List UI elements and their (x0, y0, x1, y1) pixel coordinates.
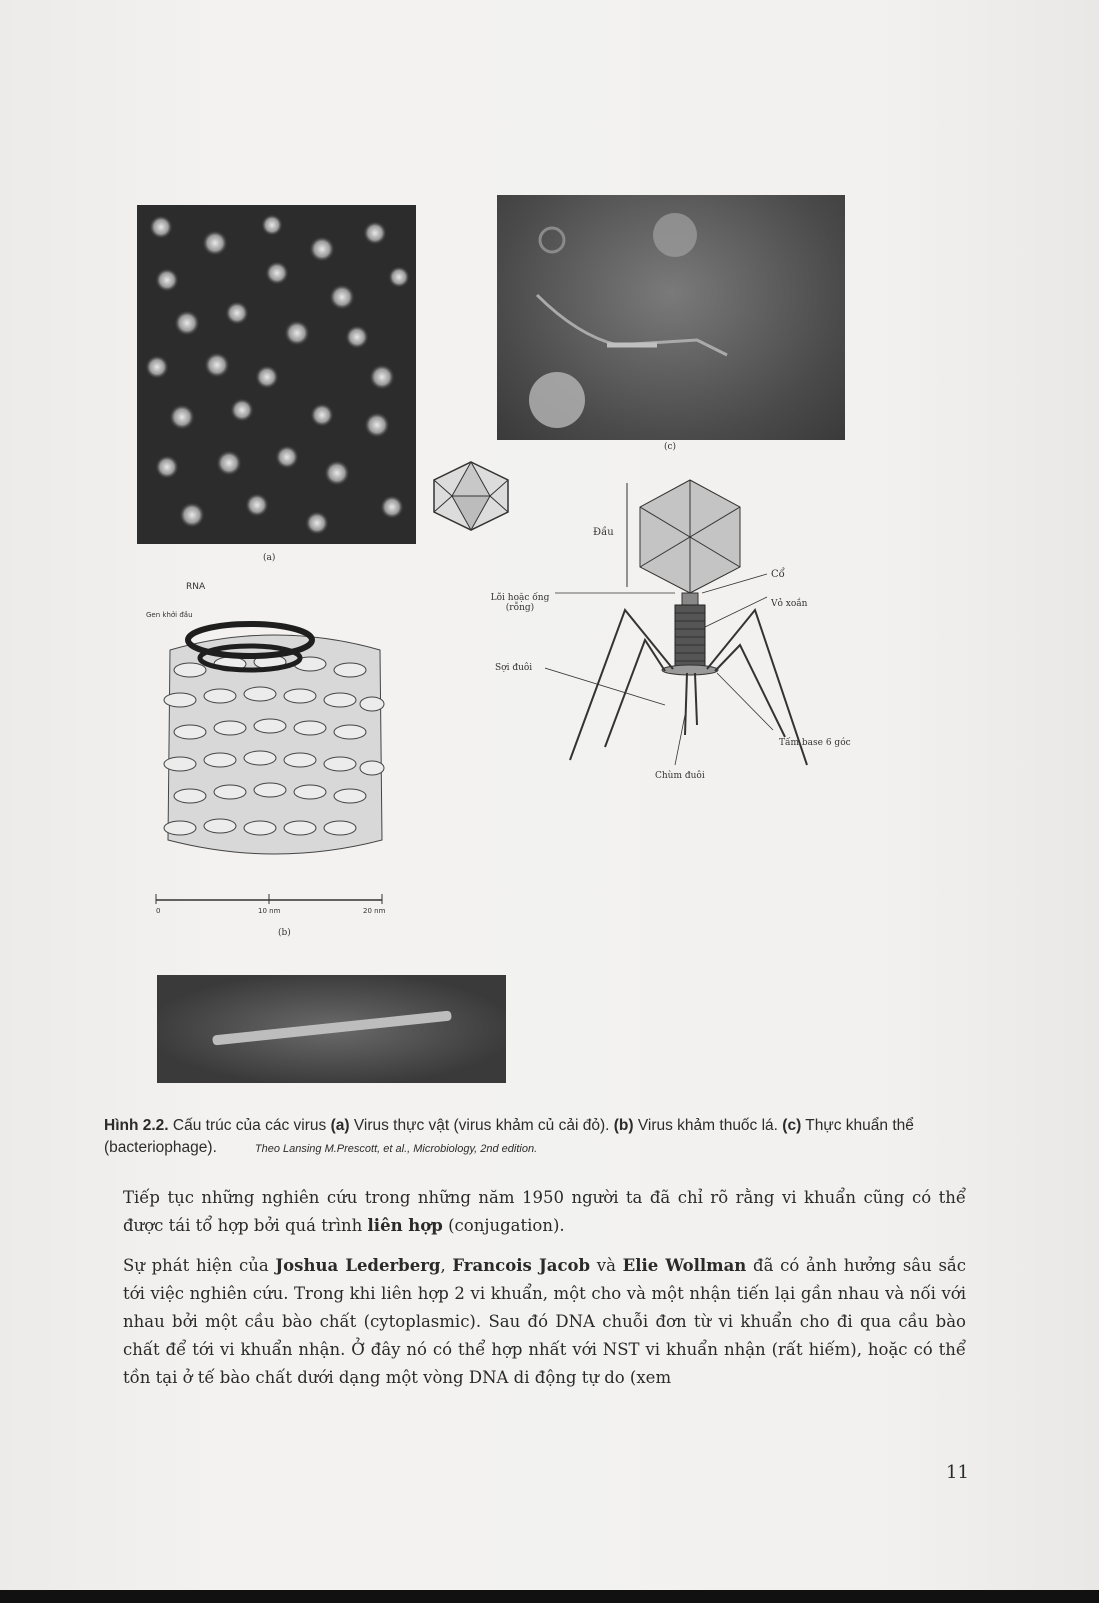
p2-text-b: đã có ảnh hưởng sâu sắc tới việc nghiên cứu. Trong khi liên hợp 2 vi khuẩn, một cho và một nhận tiến lại gần nhau và nối với nhau bởi một cầu bào chất (cytoplasmic). Sau đó DNA chuỗi đơn từ vi khuẩn cho đi qua cầu bào chất để tới vi khuẩn nhận. Ở đây nó có thể hợp nhất với NST vi khuẩn nhận (rất hiếm), hoặc có thể tồn tại ở tế bào chất dưới dạng một vòng DNA di động tự do (xem (123, 1256, 966, 1387)
panel-label-c: (c) (664, 442, 677, 452)
caption-text-1: Cấu trúc của các virus (168, 1117, 331, 1134)
micrograph-tmv-rod (157, 975, 506, 1083)
panel-label-b: (b) (278, 928, 291, 938)
paragraph-1 (123, 1184, 966, 1240)
caption-text-4: Thực khuẩn thể (bacteriophage). (104, 1117, 914, 1156)
label-base-plate: Tấm base 6 góc (779, 738, 851, 748)
micrograph-bacteriophage (497, 195, 845, 440)
scale-zero: 0 (156, 907, 161, 915)
caption-text-3: Virus khảm thuốc lá. (633, 1117, 783, 1134)
p2-sep-1: , (440, 1256, 453, 1275)
scale-bar (154, 892, 384, 906)
paragraph-2 (123, 1252, 966, 1392)
panel-label-a: (a) (263, 553, 276, 563)
p1-text-b: (conjugation). (442, 1216, 565, 1235)
icosahedron-model (430, 460, 512, 532)
label-start-gene: Gen khởi đầu (146, 611, 193, 619)
micrograph-radish-mosaic-virus (137, 205, 416, 544)
phage-micrograph-image (497, 195, 845, 440)
label-tail-pins: Chùm đuôi (655, 771, 705, 781)
label-core: Lõi hoặc ống (rỗng) (490, 593, 550, 613)
caption-source: Theo Lansing M.Prescott, et al., Microbiology, 2nd edition. (254, 1143, 538, 1155)
show-through-text (860, 190, 940, 230)
caption-b: (b) (613, 1117, 634, 1134)
p2-name-lederberg: Joshua Lederberg (275, 1256, 441, 1275)
scale-ten: 10 nm (258, 907, 281, 915)
p2-text-a: Sự phát hiện của (123, 1256, 276, 1275)
p1-text-a: Tiếp tục những nghiên cứu trong những năm 1950 người ta đã chỉ rõ rằng vi khuẩn cũng có thể được tái tổ hợp bởi quá trình (123, 1188, 966, 1235)
label-head: Đầu (593, 527, 614, 538)
virus-particles-image (137, 205, 416, 544)
page-number: 11 (946, 1462, 969, 1483)
p2-sep-2: và (590, 1256, 623, 1275)
tobacco-mosaic-virus-diagram (150, 600, 400, 870)
caption-c: (c) (782, 1117, 802, 1134)
label-neck: Cổ (771, 569, 785, 580)
caption-a: (a) (330, 1117, 350, 1134)
label-sheath: Vỏ xoắn (771, 599, 808, 609)
figure-caption (104, 1115, 964, 1160)
caption-text-2: Virus thực vật (virus khảm củ cải đỏ). (349, 1117, 614, 1134)
tmv-rod-image (157, 975, 506, 1083)
label-tail-fiber: Sợi đuôi (495, 663, 533, 673)
label-rna: RNA (186, 582, 206, 592)
scan-bottom-edge (0, 1590, 1099, 1603)
p2-name-jacob: Francois Jacob (452, 1256, 591, 1275)
caption-label: Hình 2.2. (104, 1117, 169, 1134)
scale-twenty: 20 nm (363, 907, 386, 915)
p1-bold-term: liên hợp (367, 1216, 443, 1235)
p2-name-wollman: Elie Wollman (622, 1256, 747, 1275)
